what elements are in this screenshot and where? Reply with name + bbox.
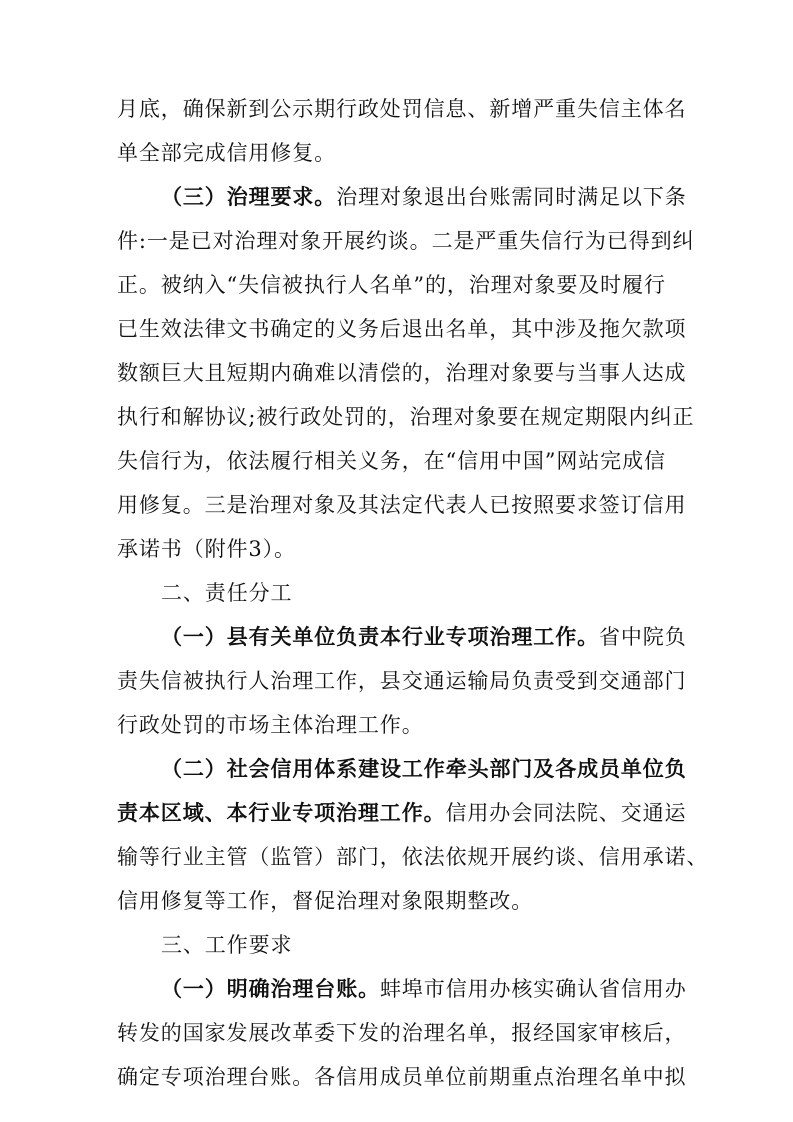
paragraph-line [117, 799, 686, 827]
body-text: 输等行业主管（监管）部门，依法依规开展约谈、信用承诺、 [117, 845, 709, 869]
body-text: 执行和解协议;被行政处罚的，治理对象要在规定期限内纠正 [117, 405, 695, 429]
body-text: 治理对象退出台账需同时满足以下条 [336, 185, 687, 209]
paragraph-line [117, 315, 686, 343]
paragraph-line [117, 491, 686, 519]
subheading-ledger: （一）明确治理台账。 [161, 977, 380, 1001]
subheading-county-units: （一）县有关单位负责本行业专项治理工作。 [161, 625, 599, 649]
paragraph-line [117, 447, 666, 475]
subheading-credit-system-cont: 责本区域、本行业专项治理工作。 [117, 801, 446, 825]
body-text: 件:一是已对治理对象开展约谈。二是严重失信行为已得到纠 [117, 229, 695, 253]
paragraph-line [117, 139, 336, 167]
body-text: 转发的国家发展改革委下发的治理名单，报经国家审核后， [117, 1021, 687, 1045]
body-text: 月底，确保新到公示期行政处罚信息、新增严重失信主体名 [117, 97, 687, 121]
body-text: 蚌埠市信用办核实确认省信用办 [380, 977, 687, 1001]
body-text: 省中院负 [599, 625, 687, 649]
body-text: 单全部完成信用修复。 [117, 141, 336, 165]
body-text: 承诺书（附件3）。 [117, 537, 296, 561]
body-text: 正。被纳入“失信被执行人名单”的，治理对象要及时履行 [117, 273, 666, 297]
body-text: 失信行为，依法履行相关义务，在“信用中国”网站完成信 [117, 449, 666, 473]
body-text: 确定专项治理台账。各信用成员单位前期重点治理名单中拟 [117, 1065, 687, 1089]
paragraph-line [117, 359, 686, 387]
section-heading-responsibilities [161, 579, 292, 607]
body-text: 已生效法律文书确定的义务后退出名单，其中涉及拖欠款项 [117, 317, 687, 341]
subheading-governance-requirements: （三）治理要求。 [161, 185, 337, 209]
body-text: 信用办会同法院、交通运 [445, 801, 687, 825]
paragraph-line [117, 1019, 686, 1047]
section-heading-text: 三、工作要求 [161, 933, 293, 957]
body-text: 用修复。三是治理对象及其法定代表人已按照要求签订信用 [117, 493, 687, 517]
paragraph-line [117, 711, 424, 739]
paragraph-line [117, 887, 533, 915]
paragraph-line [161, 975, 687, 1003]
paragraph-line [117, 403, 694, 431]
section-heading-text: 二、责任分工 [161, 581, 293, 605]
body-text: 数额巨大且短期内确难以清偿的，治理对象要与当事人达成 [117, 361, 687, 385]
paragraph-line [117, 271, 666, 299]
paragraph-line [161, 623, 687, 651]
paragraph-line [117, 1063, 686, 1091]
body-text: 信用修复等工作，督促治理对象限期整改。 [117, 889, 534, 913]
subheading-credit-system: （二）社会信用体系建设工作牵头部门及各成员单位负 [161, 757, 687, 781]
paragraph-line [117, 667, 686, 695]
body-text: 责失信被执行人治理工作，县交通运输局负责受到交通部门 [117, 669, 687, 693]
body-text: 行政处罚的市场主体治理工作。 [117, 713, 424, 737]
paragraph-line [161, 755, 687, 783]
paragraph-line [117, 535, 296, 563]
paragraph-line [117, 843, 708, 871]
paragraph-line [161, 183, 687, 211]
paragraph-line [117, 227, 694, 255]
paragraph-line [117, 95, 686, 123]
section-heading-work-requirements [161, 931, 292, 959]
